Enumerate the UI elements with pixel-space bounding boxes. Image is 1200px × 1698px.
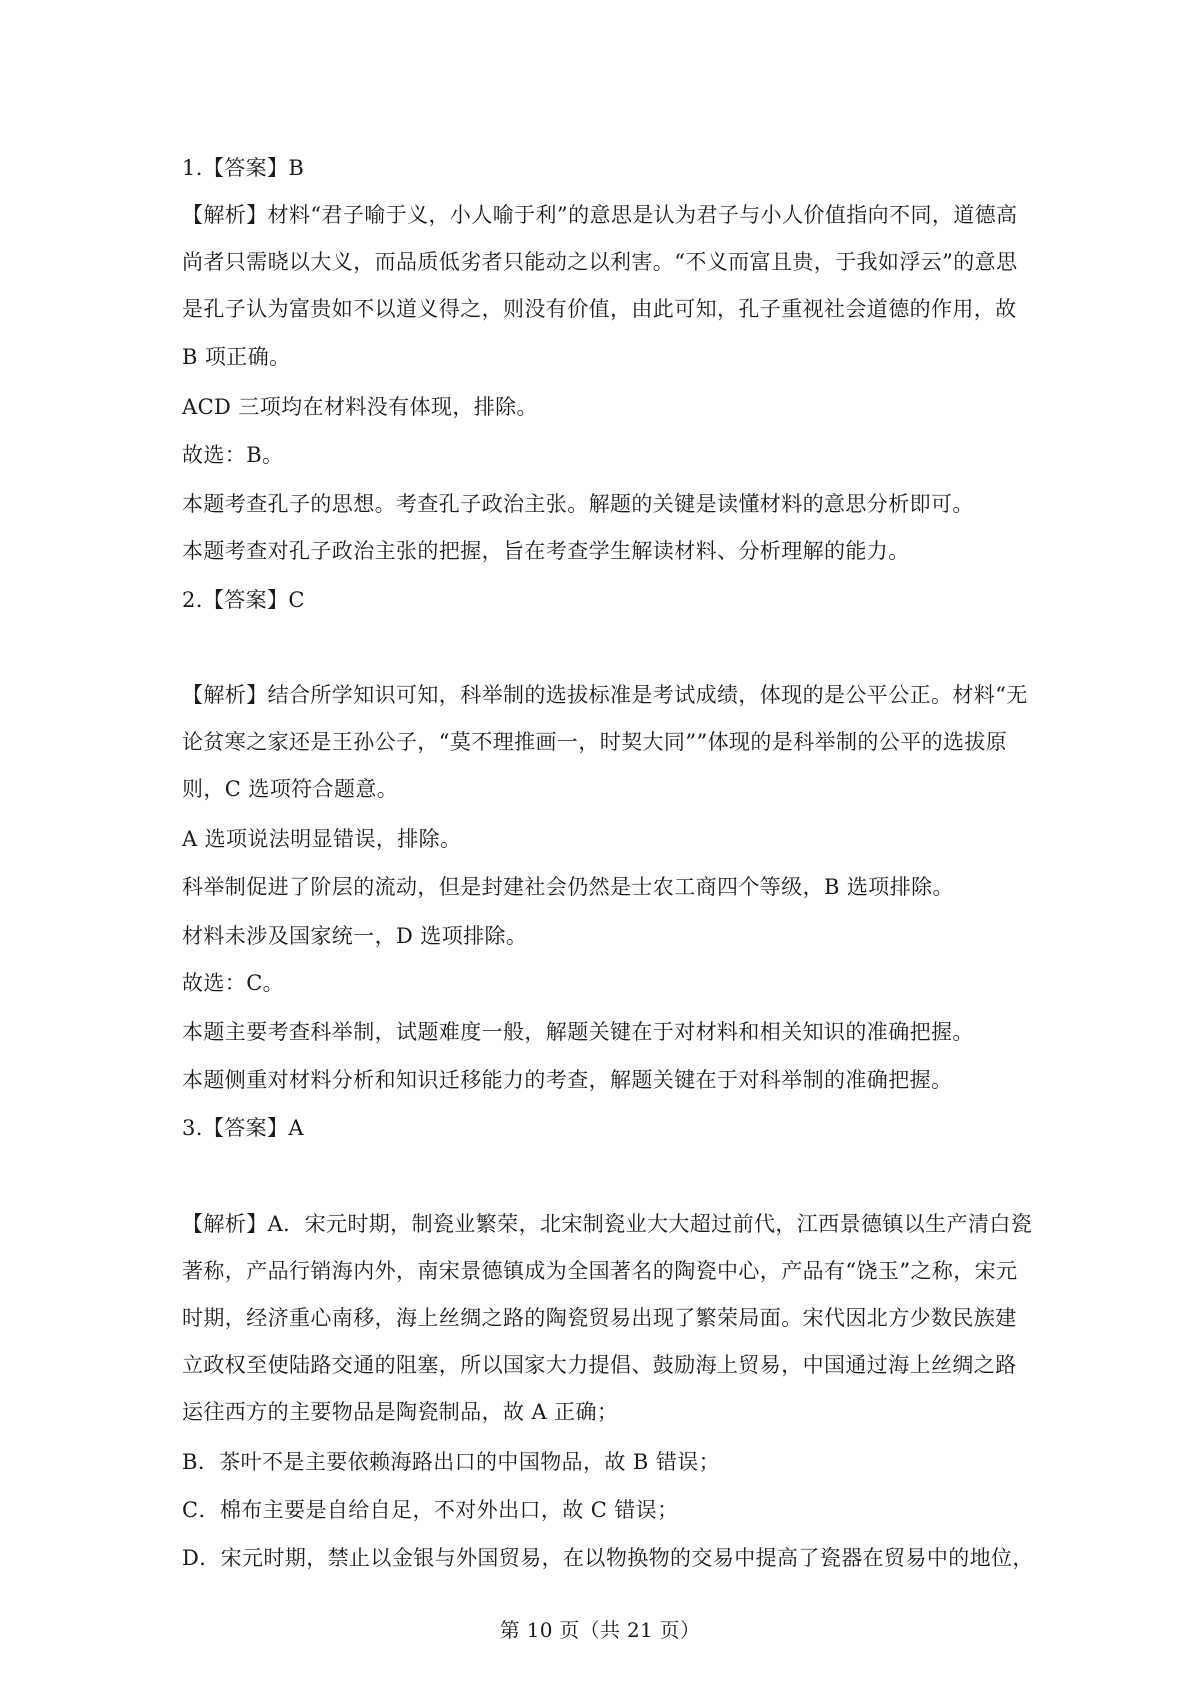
text-line: 1.【答案】B [182, 156, 305, 180]
text-line: 论贫寒之家还是王孙公子，“莫不理推画一，时契大同””体现的是科举制的公平的选拔原 [182, 730, 1008, 754]
text-line: A 选项说法明显错误，排除。 [182, 827, 462, 851]
text-line: 时期，经济重心南移，海上丝绸之路的陶瓷贸易出现了繁荣局面。宋代因北方少数民族建 [182, 1306, 1017, 1330]
text-line: 本题侧重对材料分析和知识迁移能力的考查，解题关键在于对科举制的准确把握。 [182, 1068, 953, 1092]
text-line: 是孔子认为富贵如不以道义得之，则没有价值，由此可知，孔子重视社会道德的作用，故 [182, 297, 1017, 321]
text-line: C．棉布主要是自给自足，不对外出口，故 C 错误； [182, 1498, 679, 1522]
text-line: 尚者只需晓以大义，而品质低劣者只能动之以利害。“不义而富且贵，于我如浮云”的意思 [182, 250, 1018, 274]
text-line: 【解析】结合所学知识可知，科举制的选拔标准是考试成绩，体现的是公平公正。材料“无 [182, 683, 1028, 707]
text-line: 本题考查孔子的思想。考查孔子政治主张。解题的关键是读懂材料的意思分析即可。 [182, 492, 974, 516]
text-line: 著称，产品行销海内外，南宋景德镇成为全国著名的陶瓷中心，产品有“饶玉”之称，宋元 [182, 1259, 1018, 1283]
text-line: 故选：B。 [182, 443, 284, 467]
page-number-footer: 第 10 页（共 21 页） [499, 1618, 701, 1642]
text-line: 故选：C。 [182, 971, 285, 995]
text-line: 立政权至使陆路交通的阻塞，所以国家大力提倡、鼓励海上贸易，中国通过海上丝绸之路 [182, 1353, 1017, 1377]
text-line: 本题主要考查科举制，试题难度一般，解题关键在于对材料和相关知识的准确把握。 [182, 1020, 974, 1044]
text-line: 科举制促进了阶层的流动，但是封建社会仍然是士农工商四个等级，B 选项排除。 [182, 875, 954, 899]
text-line: 运往西方的主要物品是陶瓷制品，故 A 正确； [182, 1400, 619, 1424]
text-line: 2.【答案】C [182, 588, 305, 612]
text-line: B 项正确。 [182, 345, 291, 369]
text-line: 3.【答案】A [182, 1116, 305, 1140]
text-line: 【解析】材料“君子喻于义，小人喻于利”的意思是认为君子与小人价值指向不同，道德高 [182, 203, 1018, 227]
text-line: 材料未涉及国家统一，D 选项排除。 [182, 924, 528, 948]
text-line: ACD 三项均在材料没有体现，排除。 [182, 395, 538, 419]
text-line: D．宋元时期，禁止以金银与外国贸易，在以物换物的交易中提高了瓷器在贸易中的地位， [182, 1546, 1034, 1570]
text-line: 则，C 选项符合题意。 [182, 777, 399, 801]
text-line: B．茶叶不是主要依赖海路出口的中国物品，故 B 错误； [182, 1450, 721, 1474]
text-line: 【解析】A．宋元时期，制瓷业繁荣，北宋制瓷业大大超过前代，江西景德镇以生产清白瓷 [182, 1212, 1033, 1236]
text-line: 本题考查对孔子政治主张的把握，旨在考查学生解读材料、分析理解的能力。 [182, 539, 910, 563]
